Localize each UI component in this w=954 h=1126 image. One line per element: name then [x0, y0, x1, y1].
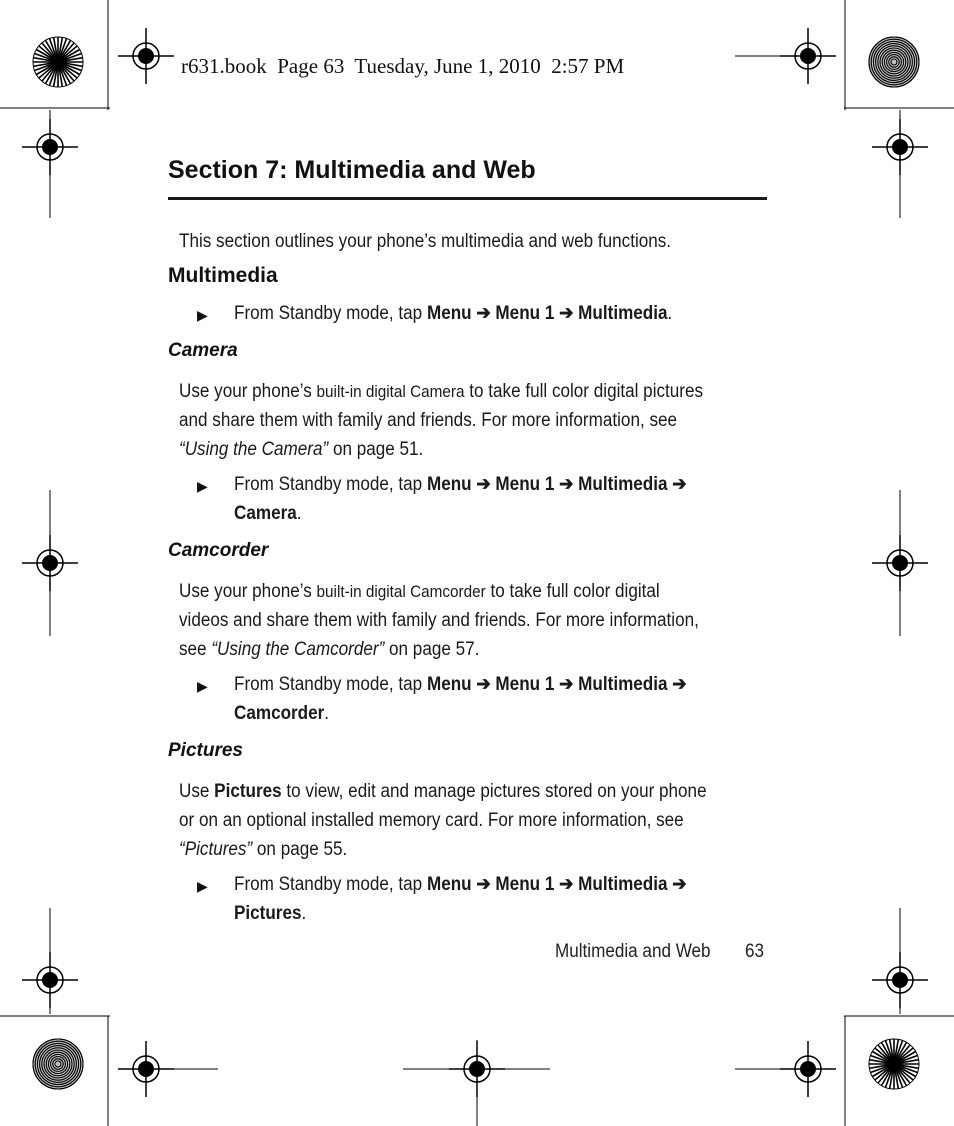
registration-target	[872, 535, 928, 591]
registration-target	[118, 28, 174, 84]
step-multimedia: From Standby mode, tap Menu ➔ Menu 1 ➔ Multimedia.	[234, 303, 673, 324]
bullet-icon: ▶	[197, 878, 208, 894]
registration-target	[22, 535, 78, 591]
bullet-icon: ▶	[197, 307, 208, 323]
registration-target	[449, 1041, 505, 1097]
heading-camera: Camera	[168, 340, 238, 361]
heading-camcorder: Camcorder	[168, 540, 269, 561]
step-camcorder: From Standby mode, tap Menu ➔ Menu 1 ➔ Multimedia ➔ Camcorder.	[234, 674, 687, 724]
step-pictures: From Standby mode, tap Menu ➔ Menu 1 ➔ Multimedia ➔ Pictures.	[234, 874, 687, 924]
section-title: Section 7: Multimedia and Web	[168, 156, 536, 184]
crop-rosette	[33, 37, 83, 87]
footer-page-number: 63	[745, 941, 765, 962]
footer-section: Multimedia and Web	[555, 941, 711, 962]
registration-target	[22, 119, 78, 175]
title-rule	[168, 197, 767, 200]
book-header: r631.book Page 63 Tuesday, June 1, 2010 2:57 PM	[181, 54, 625, 78]
registration-target	[872, 952, 928, 1008]
registration-target	[22, 952, 78, 1008]
heading-pictures: Pictures	[168, 740, 243, 761]
intro-text: This section outlines your phone’s multimedia and web functions.	[179, 231, 672, 252]
step-camera: From Standby mode, tap Menu ➔ Menu 1 ➔ Multimedia ➔ Camera.	[234, 474, 687, 524]
crop-rosette	[869, 37, 919, 87]
registration-target	[780, 28, 836, 84]
registration-target	[780, 1041, 836, 1097]
camera-paragraph: Use your phone’s built-in digital Camera to take full color digital pictures and share them with family and friends. For more information, see “Using the Camera” on page 51.	[179, 381, 704, 460]
crop-rosette	[33, 1039, 83, 1089]
registration-target	[872, 119, 928, 175]
bullet-icon: ▶	[197, 678, 208, 694]
pictures-paragraph: Use Pictures to view, edit and manage pictures stored on your phone or on an optional installed memory card. For more information, see “Pictures” on page 55.	[179, 781, 707, 860]
bullet-icon: ▶	[197, 478, 208, 494]
heading-multimedia: Multimedia	[168, 264, 278, 287]
camcorder-paragraph: Use your phone’s built-in digital Camcorder to take full color digital videos and share them with family and friends. For more information, see “Using the Camcorder” on page 57.	[179, 581, 699, 660]
crop-rosette	[869, 1039, 919, 1089]
registration-target	[118, 1041, 174, 1097]
